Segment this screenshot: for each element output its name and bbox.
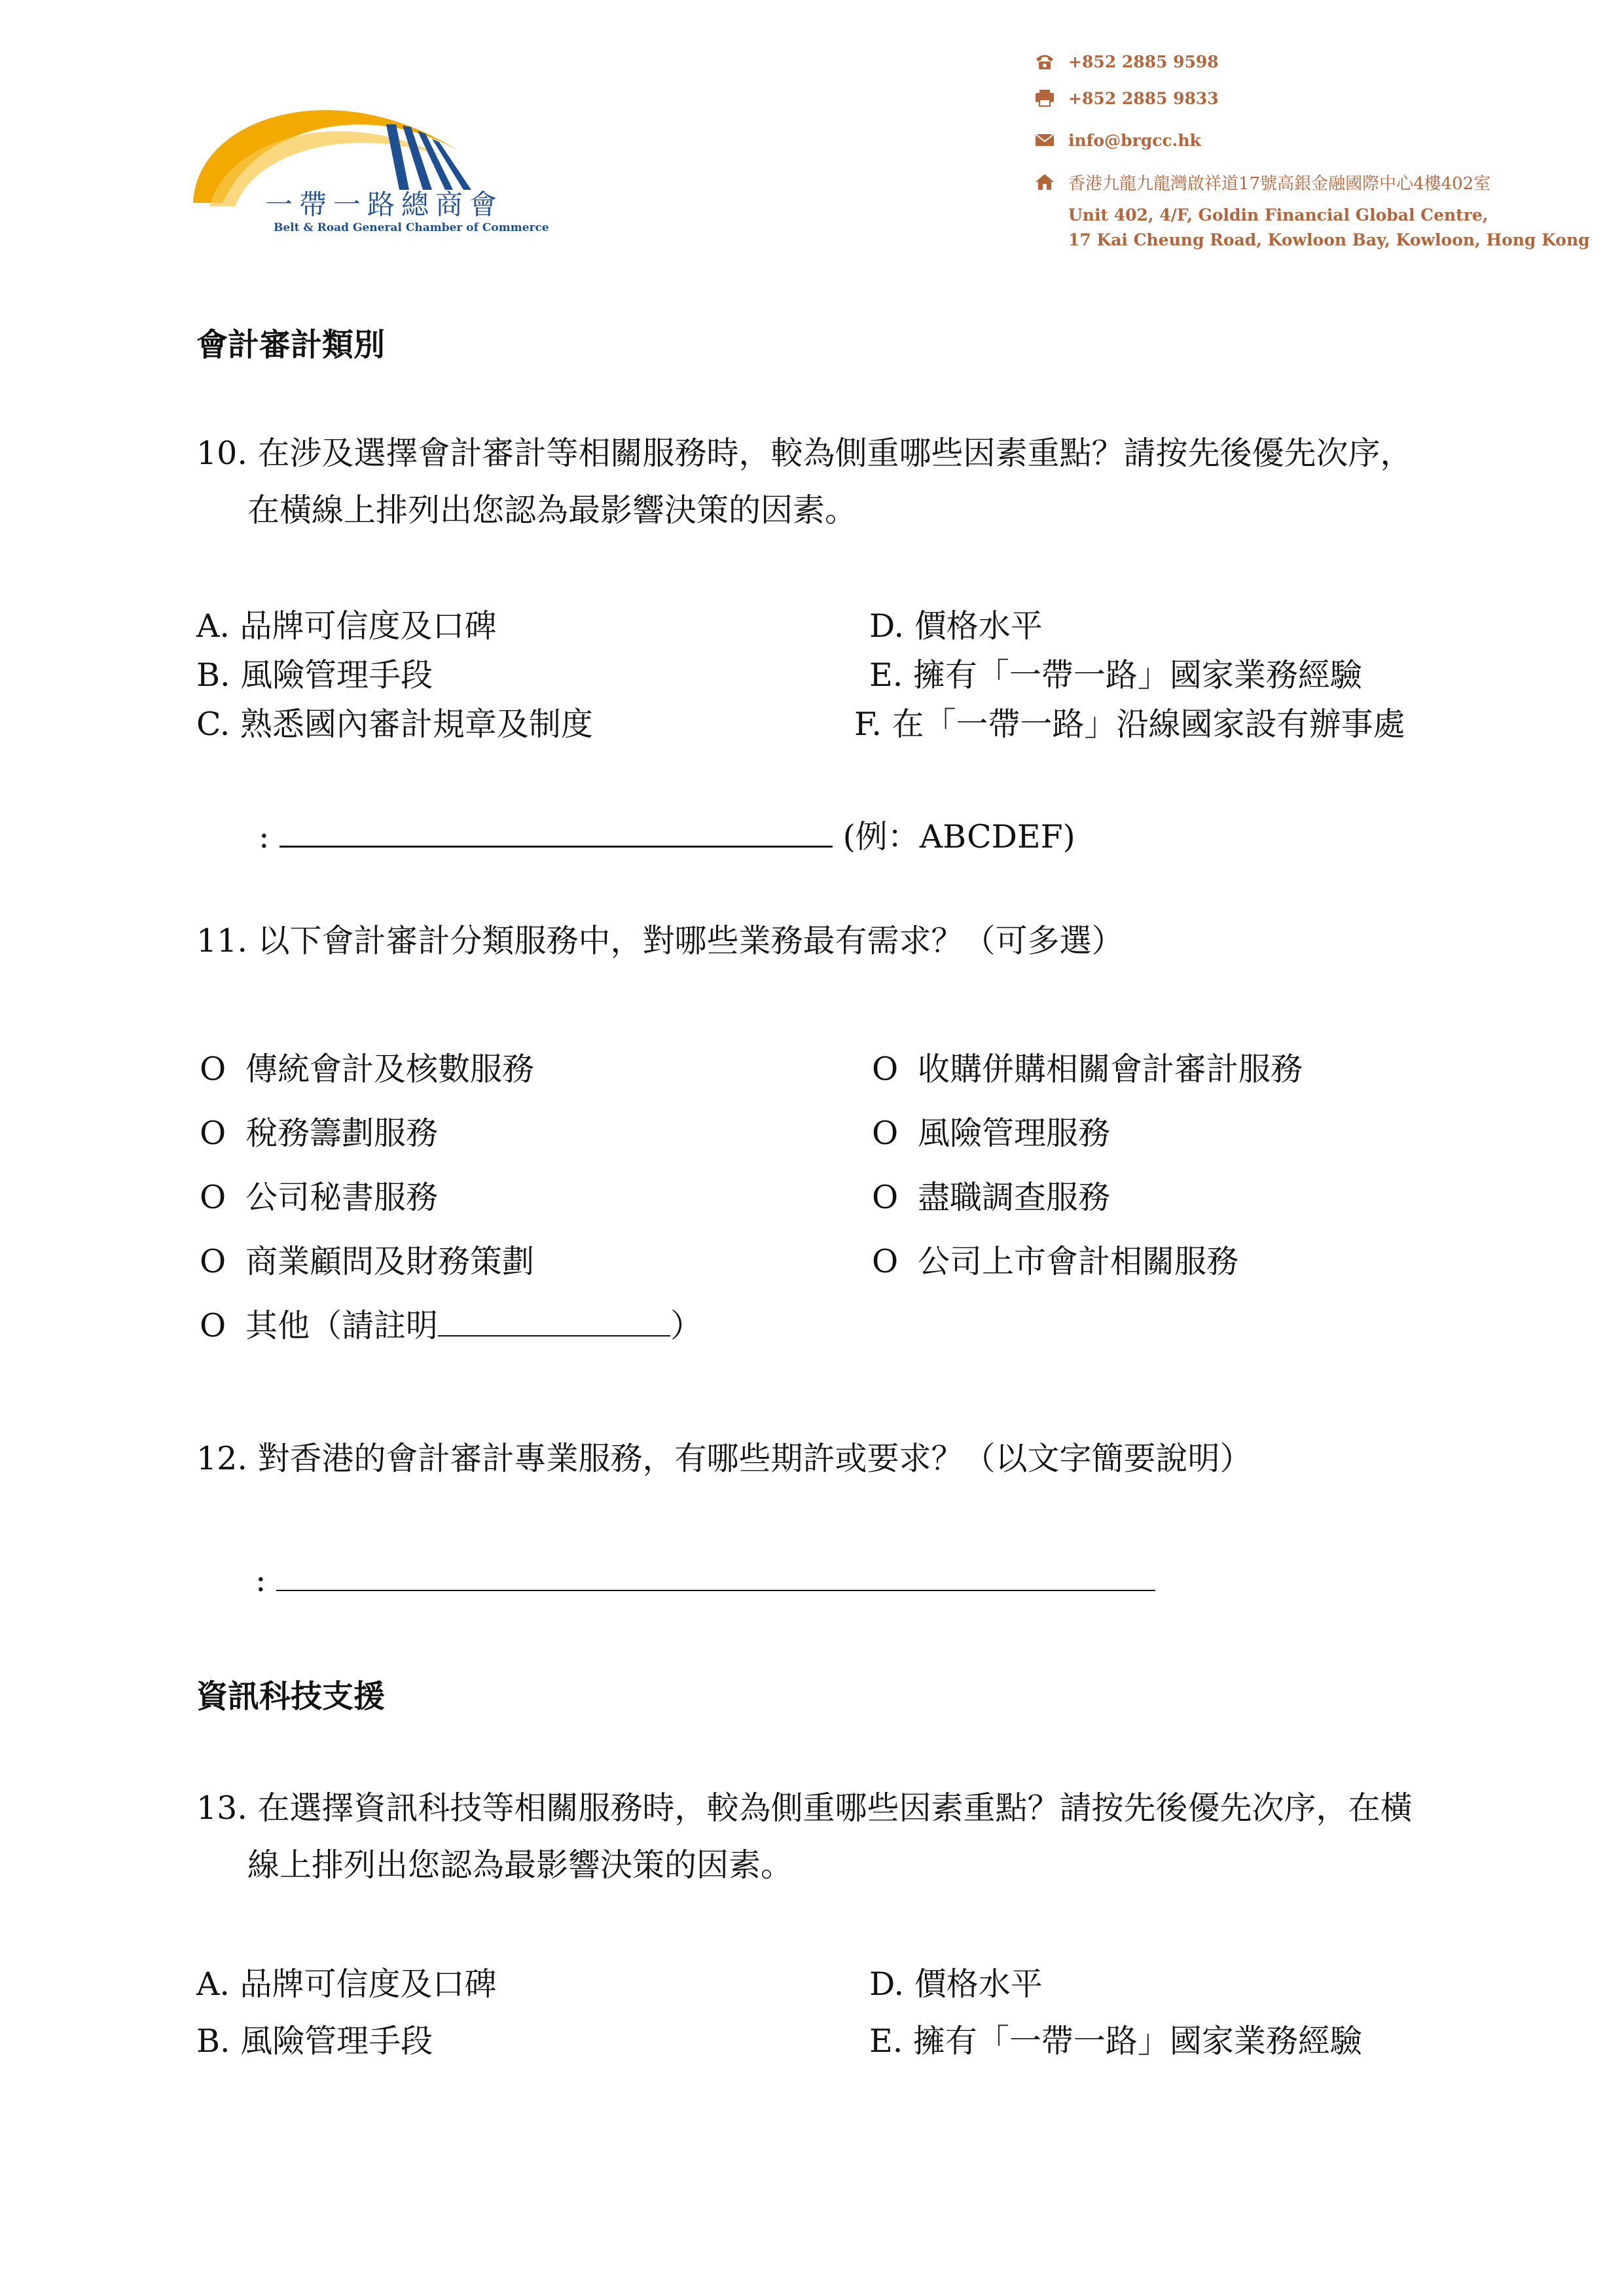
q11-option-5[interactable] (872, 1044, 1303, 1090)
q11-option-label: 商業顧問及財務策劃 (245, 1243, 535, 1280)
section-title-accounting: 會計審計類別 (196, 327, 386, 363)
mail-icon (1034, 132, 1055, 148)
section-title-it-support: 資訊科技支援 (196, 1678, 386, 1715)
q11-option-bullet: O (872, 1179, 899, 1216)
q12-answer-row (255, 1561, 1155, 1599)
q11-option-2[interactable] (200, 1108, 438, 1154)
q11-option-label: 傳統會計及核數服務 (245, 1050, 535, 1088)
q11-option-3[interactable] (200, 1172, 438, 1218)
fax-icon (1034, 89, 1055, 107)
q11-option-bullet: O (200, 1243, 226, 1280)
address-en-line1: Unit 402, 4/F, Goldin Financial Global Centre, (1068, 206, 1489, 224)
q10-option-b: B. 風險管理手段 (196, 656, 433, 694)
q10-example: (例：ABCDEF) (842, 818, 1075, 855)
q10-option-e: E. 擁有「一帶一路」國家業務經驗 (869, 656, 1362, 694)
question-13-line1: 13. 在選擇資訊科技等相關服務時，較為側重哪些因素重點？請按先後優先次序，在橫 (196, 1789, 1413, 1827)
contact-fax: +852 2885 9833 (1034, 77, 1590, 119)
q11-other-close: ） (670, 1307, 703, 1344)
q11-option-bullet: O (200, 1179, 226, 1216)
question-10-line2: 在橫線上排列出您認為最影響決策的因素。 (247, 492, 857, 529)
org-name-en: Belt & Road General Chamber of Commerce (274, 221, 549, 234)
q11-option-label: 收購併購相關會計審計服務 (918, 1050, 1303, 1088)
phone-icon (1034, 52, 1055, 71)
q11-other-label: 其他（請註明 (245, 1307, 439, 1344)
q10-option-d: D. 價格水平 (869, 607, 1043, 645)
q11-option-6[interactable] (872, 1108, 1110, 1154)
q10-option-c: C. 熟悉國內審計規章及制度 (196, 706, 593, 743)
q11-option-bullet: O (872, 1243, 899, 1280)
contact-phone: +852 2885 9598 (1034, 46, 1590, 77)
q12-answer-line[interactable] (276, 1561, 1155, 1591)
q11-option-7[interactable] (872, 1172, 1110, 1218)
q10-option-f: F. 在「一帶一路」沿線國家設有辦事處 (854, 706, 1405, 743)
q10-option-a: A. 品牌可信度及口碑 (196, 607, 497, 645)
q11-option-label: 公司秘書服務 (245, 1179, 439, 1216)
q11-option-bullet: O (200, 1050, 226, 1088)
q12-answer-prefix: : (255, 1562, 266, 1599)
q13-option-a: A. 品牌可信度及口碑 (196, 1965, 497, 2003)
q13-option-e: E. 擁有「一帶一路」國家業務經驗 (869, 2022, 1362, 2060)
question-11: 11. 以下會計審計分類服務中，對哪些業務最有需求？（可多選） (196, 922, 1124, 960)
q11-other-input-line[interactable] (438, 1309, 670, 1336)
org-name-cn: 一帶一路總商會 (265, 188, 504, 221)
q11-option-other[interactable] (200, 1300, 702, 1346)
q11-option-label: 風險管理服務 (918, 1115, 1111, 1152)
org-logo (183, 79, 550, 249)
home-icon (1034, 173, 1055, 191)
question-12: 12. 對香港的會計審計專業服務，有哪些期許或要求？（以文字簡要說明） (196, 1440, 1252, 1477)
address-en-line2: 17 Kai Cheung Road, Kowloon Bay, Kowloon, Hong Kong (1068, 230, 1590, 249)
q13-option-d: D. 價格水平 (869, 1965, 1043, 2003)
q11-option-bullet: O (200, 1115, 226, 1152)
q11-option-1[interactable] (200, 1044, 534, 1090)
q11-option-label: 稅務籌劃服務 (245, 1115, 439, 1152)
question-13-line2: 線上排列出您認為最影響決策的因素。 (247, 1846, 793, 1884)
q10-answer-row (259, 812, 1075, 857)
q11-option-8[interactable] (872, 1236, 1238, 1282)
contact-email: info@brgcc.hk (1034, 119, 1590, 161)
q11-option-4[interactable] (200, 1236, 534, 1282)
q10-answer-prefix: : (259, 818, 270, 855)
q11-option-bullet: O (872, 1115, 899, 1152)
q13-option-b: B. 風險管理手段 (196, 2022, 433, 2060)
q11-option-label: 公司上市會計相關服務 (918, 1243, 1239, 1280)
q11-option-bullet: O (872, 1050, 899, 1088)
question-10-line1: 10. 在涉及選擇會計審計等相關服務時，較為側重哪些因素重點？請按先後優先次序， (196, 435, 1413, 472)
contact-block (1034, 46, 1590, 253)
q10-answer-line[interactable] (280, 816, 833, 848)
q11-option-label: 盡職調查服務 (918, 1179, 1111, 1216)
q11-option-bullet: O (200, 1307, 226, 1344)
contact-address: 香港九龍九龍灣啟祥道17號高銀金融國際中心4樓402室 (1034, 161, 1590, 203)
